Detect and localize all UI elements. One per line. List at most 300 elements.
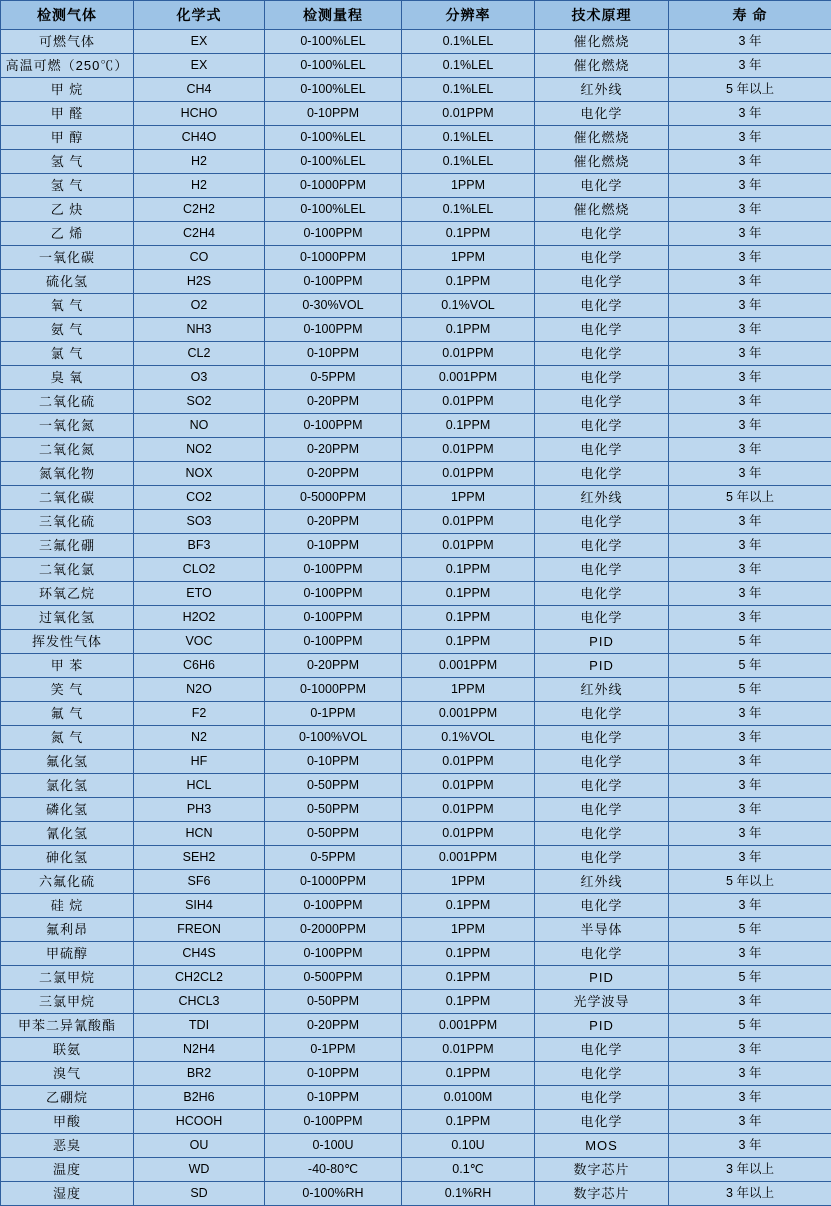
cell-range: 0-1000PPM: [265, 870, 402, 894]
cell-formula: TDI: [134, 1014, 265, 1038]
cell-lifetime: 3 年以上: [669, 1182, 831, 1206]
table-row: [1, 1062, 831, 1086]
cell-resolution: 0.1PPM: [402, 222, 535, 246]
cell-principle: 电化学: [535, 558, 669, 582]
cell-gas: 甲苯二异氰酸酯: [1, 1014, 134, 1038]
cell-range: 0-50PPM: [265, 774, 402, 798]
cell-principle: 催化燃烧: [535, 198, 669, 222]
cell-gas: 甲 醇: [1, 126, 134, 150]
cell-range: 0-100%RH: [265, 1182, 402, 1206]
cell-lifetime: 3 年: [669, 342, 831, 366]
cell-formula: CL2: [134, 342, 265, 366]
cell-gas: 乙 炔: [1, 198, 134, 222]
cell-gas: 二氧化硫: [1, 390, 134, 414]
table-row: [1, 126, 831, 150]
cell-formula: EX: [134, 54, 265, 78]
table-row: [1, 390, 831, 414]
table-row: [1, 150, 831, 174]
cell-lifetime: 5 年以上: [669, 870, 831, 894]
table-row: [1, 1134, 831, 1158]
cell-lifetime: 3 年: [669, 1038, 831, 1062]
cell-gas: 氢 气: [1, 150, 134, 174]
cell-lifetime: 3 年: [669, 102, 831, 126]
cell-range: 0-100PPM: [265, 942, 402, 966]
cell-principle: 催化燃烧: [535, 126, 669, 150]
cell-lifetime: 3 年: [669, 438, 831, 462]
cell-range: 0-100%VOL: [265, 726, 402, 750]
cell-gas: 三氧化硫: [1, 510, 134, 534]
cell-lifetime: 3 年: [669, 366, 831, 390]
table-row: [1, 750, 831, 774]
cell-lifetime: 5 年: [669, 918, 831, 942]
cell-formula: HCOOH: [134, 1110, 265, 1134]
cell-principle: 红外线: [535, 870, 669, 894]
cell-principle: 电化学: [535, 606, 669, 630]
cell-range: 0-100%LEL: [265, 126, 402, 150]
cell-lifetime: 3 年: [669, 126, 831, 150]
cell-gas: 甲酸: [1, 1110, 134, 1134]
cell-gas: 硫化氢: [1, 270, 134, 294]
cell-lifetime: 3 年: [669, 270, 831, 294]
cell-lifetime: 3 年: [669, 798, 831, 822]
cell-lifetime: 3 年: [669, 774, 831, 798]
cell-lifetime: 3 年: [669, 702, 831, 726]
cell-formula: HCHO: [134, 102, 265, 126]
cell-formula: NO2: [134, 438, 265, 462]
cell-principle: PID: [535, 630, 669, 654]
cell-lifetime: 5 年以上: [669, 486, 831, 510]
cell-resolution: 0.1%VOL: [402, 726, 535, 750]
cell-lifetime: 3 年以上: [669, 1158, 831, 1182]
table-row: [1, 558, 831, 582]
cell-lifetime: 3 年: [669, 822, 831, 846]
cell-gas: 氢 气: [1, 174, 134, 198]
table-row: [1, 414, 831, 438]
cell-range: 0-1PPM: [265, 702, 402, 726]
cell-lifetime: 3 年: [669, 1086, 831, 1110]
table-row: [1, 822, 831, 846]
table-row: [1, 30, 831, 54]
cell-resolution: 0.1%LEL: [402, 54, 535, 78]
cell-range: 0-50PPM: [265, 990, 402, 1014]
cell-gas: 笑 气: [1, 678, 134, 702]
cell-gas: 臭 氧: [1, 366, 134, 390]
cell-gas: 硅 烷: [1, 894, 134, 918]
cell-gas: 氟化氢: [1, 750, 134, 774]
cell-lifetime: 3 年: [669, 414, 831, 438]
cell-principle: 电化学: [535, 726, 669, 750]
cell-formula: N2H4: [134, 1038, 265, 1062]
cell-resolution: 0.1%RH: [402, 1182, 535, 1206]
table-row: [1, 918, 831, 942]
table-row: [1, 1158, 831, 1182]
cell-resolution: 0.1PPM: [402, 582, 535, 606]
cell-formula: HCN: [134, 822, 265, 846]
cell-principle: 电化学: [535, 894, 669, 918]
table-row: [1, 366, 831, 390]
table-body: [1, 30, 831, 1206]
cell-formula: C2H2: [134, 198, 265, 222]
cell-lifetime: 3 年: [669, 510, 831, 534]
cell-principle: 电化学: [535, 318, 669, 342]
cell-gas: 六氟化硫: [1, 870, 134, 894]
cell-range: 0-20PPM: [265, 654, 402, 678]
cell-formula: FREON: [134, 918, 265, 942]
cell-gas: 二氧化氮: [1, 438, 134, 462]
cell-range: 0-100%LEL: [265, 198, 402, 222]
cell-principle: 电化学: [535, 750, 669, 774]
cell-resolution: 0.01PPM: [402, 510, 535, 534]
cell-gas: 甲 醛: [1, 102, 134, 126]
cell-range: 0-100U: [265, 1134, 402, 1158]
cell-resolution: 0.001PPM: [402, 702, 535, 726]
cell-gas: 二氧化碳: [1, 486, 134, 510]
cell-range: 0-5PPM: [265, 366, 402, 390]
cell-range: 0-100PPM: [265, 582, 402, 606]
column-header-resolution: 分辨率: [402, 1, 535, 30]
cell-formula: VOC: [134, 630, 265, 654]
cell-formula: BR2: [134, 1062, 265, 1086]
cell-resolution: 0.1%LEL: [402, 78, 535, 102]
cell-formula: H2O2: [134, 606, 265, 630]
table-row: [1, 222, 831, 246]
cell-range: 0-100PPM: [265, 414, 402, 438]
cell-lifetime: 3 年: [669, 174, 831, 198]
cell-principle: 电化学: [535, 342, 669, 366]
table-row: [1, 534, 831, 558]
cell-principle: 电化学: [535, 462, 669, 486]
cell-lifetime: 3 年: [669, 246, 831, 270]
cell-formula: O2: [134, 294, 265, 318]
cell-lifetime: 5 年以上: [669, 78, 831, 102]
cell-range: 0-100PPM: [265, 894, 402, 918]
cell-range: 0-2000PPM: [265, 918, 402, 942]
cell-range: 0-5000PPM: [265, 486, 402, 510]
cell-gas: 一氧化碳: [1, 246, 134, 270]
cell-lifetime: 3 年: [669, 294, 831, 318]
cell-formula: CH4: [134, 78, 265, 102]
table-row: [1, 606, 831, 630]
cell-lifetime: 5 年: [669, 966, 831, 990]
cell-range: 0-100%LEL: [265, 54, 402, 78]
table-row: [1, 774, 831, 798]
cell-range: 0-100PPM: [265, 558, 402, 582]
table-row: [1, 102, 831, 126]
cell-formula: ETO: [134, 582, 265, 606]
cell-principle: 半导体: [535, 918, 669, 942]
cell-resolution: 0.001PPM: [402, 366, 535, 390]
cell-gas: 氧 气: [1, 294, 134, 318]
cell-resolution: 0.1PPM: [402, 414, 535, 438]
cell-formula: H2: [134, 150, 265, 174]
cell-resolution: 0.01PPM: [402, 390, 535, 414]
cell-resolution: 0.10U: [402, 1134, 535, 1158]
cell-formula: CH4O: [134, 126, 265, 150]
column-header-principle: 技术原理: [535, 1, 669, 30]
cell-principle: 电化学: [535, 1038, 669, 1062]
table-row: [1, 1182, 831, 1206]
cell-formula: HCL: [134, 774, 265, 798]
cell-resolution: 0.1%VOL: [402, 294, 535, 318]
table-row: [1, 726, 831, 750]
cell-formula: F2: [134, 702, 265, 726]
cell-gas: 恶臭: [1, 1134, 134, 1158]
cell-gas: 可燃气体: [1, 30, 134, 54]
cell-lifetime: 3 年: [669, 534, 831, 558]
table-row: [1, 246, 831, 270]
cell-range: 0-100PPM: [265, 606, 402, 630]
cell-formula: CH2CL2: [134, 966, 265, 990]
cell-gas: 二氯甲烷: [1, 966, 134, 990]
cell-resolution: 0.01PPM: [402, 534, 535, 558]
cell-principle: 电化学: [535, 246, 669, 270]
cell-range: 0-10PPM: [265, 750, 402, 774]
column-header-formula: 化学式: [134, 1, 265, 30]
cell-range: 0-30%VOL: [265, 294, 402, 318]
cell-principle: 红外线: [535, 678, 669, 702]
cell-principle: 数字芯片: [535, 1158, 669, 1182]
cell-principle: 数字芯片: [535, 1182, 669, 1206]
column-header-lifetime: 寿 命: [669, 1, 831, 30]
cell-resolution: 0.01PPM: [402, 774, 535, 798]
table-row: [1, 1038, 831, 1062]
cell-resolution: 0.01PPM: [402, 102, 535, 126]
cell-lifetime: 3 年: [669, 750, 831, 774]
cell-formula: N2O: [134, 678, 265, 702]
cell-principle: 电化学: [535, 174, 669, 198]
cell-range: 0-20PPM: [265, 438, 402, 462]
cell-principle: 电化学: [535, 222, 669, 246]
cell-principle: 电化学: [535, 942, 669, 966]
cell-formula: B2H6: [134, 1086, 265, 1110]
cell-lifetime: 5 年: [669, 654, 831, 678]
table-row: [1, 198, 831, 222]
table-row: [1, 678, 831, 702]
cell-lifetime: 3 年: [669, 894, 831, 918]
cell-principle: 电化学: [535, 510, 669, 534]
cell-range: 0-100PPM: [265, 630, 402, 654]
cell-lifetime: 3 年: [669, 198, 831, 222]
cell-range: 0-100%LEL: [265, 30, 402, 54]
cell-principle: 电化学: [535, 390, 669, 414]
cell-lifetime: 3 年: [669, 606, 831, 630]
cell-gas: 氨 气: [1, 318, 134, 342]
cell-gas: 一氧化氮: [1, 414, 134, 438]
cell-formula: SD: [134, 1182, 265, 1206]
cell-resolution: 0.001PPM: [402, 1014, 535, 1038]
cell-formula: O3: [134, 366, 265, 390]
cell-principle: 催化燃烧: [535, 54, 669, 78]
cell-principle: 电化学: [535, 774, 669, 798]
cell-formula: CH4S: [134, 942, 265, 966]
table-row: [1, 294, 831, 318]
cell-gas: 氮 气: [1, 726, 134, 750]
cell-lifetime: 3 年: [669, 1062, 831, 1086]
cell-resolution: 0.1%LEL: [402, 30, 535, 54]
cell-formula: EX: [134, 30, 265, 54]
cell-principle: PID: [535, 1014, 669, 1038]
cell-resolution: 0.01PPM: [402, 342, 535, 366]
cell-lifetime: 3 年: [669, 846, 831, 870]
cell-resolution: 0.1%LEL: [402, 150, 535, 174]
cell-gas: 二氧化氯: [1, 558, 134, 582]
cell-resolution: 1PPM: [402, 870, 535, 894]
table-row: [1, 966, 831, 990]
table-row: [1, 1014, 831, 1038]
cell-gas: 环氧乙烷: [1, 582, 134, 606]
table-row: [1, 486, 831, 510]
cell-formula: PH3: [134, 798, 265, 822]
cell-range: 0-100%LEL: [265, 150, 402, 174]
cell-range: 0-50PPM: [265, 822, 402, 846]
cell-resolution: 1PPM: [402, 918, 535, 942]
cell-lifetime: 3 年: [669, 942, 831, 966]
cell-range: 0-1000PPM: [265, 678, 402, 702]
cell-formula: OU: [134, 1134, 265, 1158]
cell-range: 0-10PPM: [265, 1086, 402, 1110]
cell-resolution: 0.0100M: [402, 1086, 535, 1110]
cell-principle: 电化学: [535, 798, 669, 822]
cell-gas: 挥发性气体: [1, 630, 134, 654]
cell-principle: 电化学: [535, 1110, 669, 1134]
cell-resolution: 0.1PPM: [402, 606, 535, 630]
cell-formula: NO: [134, 414, 265, 438]
cell-principle: PID: [535, 966, 669, 990]
cell-resolution: 0.01PPM: [402, 1038, 535, 1062]
cell-range: 0-10PPM: [265, 102, 402, 126]
cell-principle: 电化学: [535, 270, 669, 294]
cell-resolution: 0.01PPM: [402, 462, 535, 486]
cell-gas: 砷化氢: [1, 846, 134, 870]
cell-formula: C2H4: [134, 222, 265, 246]
cell-gas: 三氯甲烷: [1, 990, 134, 1014]
cell-range: 0-100PPM: [265, 1110, 402, 1134]
cell-lifetime: 3 年: [669, 726, 831, 750]
cell-gas: 甲 苯: [1, 654, 134, 678]
cell-resolution: 1PPM: [402, 678, 535, 702]
cell-resolution: 0.01PPM: [402, 438, 535, 462]
cell-principle: PID: [535, 654, 669, 678]
cell-range: 0-5PPM: [265, 846, 402, 870]
cell-formula: H2: [134, 174, 265, 198]
cell-resolution: 0.01PPM: [402, 750, 535, 774]
cell-gas: 溴气: [1, 1062, 134, 1086]
cell-range: 0-100PPM: [265, 222, 402, 246]
table-row: [1, 510, 831, 534]
cell-formula: HF: [134, 750, 265, 774]
cell-gas: 乙 烯: [1, 222, 134, 246]
cell-resolution: 0.1PPM: [402, 894, 535, 918]
table-row: [1, 174, 831, 198]
cell-principle: 电化学: [535, 1062, 669, 1086]
table-row: [1, 846, 831, 870]
cell-resolution: 1PPM: [402, 174, 535, 198]
cell-formula: NH3: [134, 318, 265, 342]
column-header-range: 检测量程: [265, 1, 402, 30]
cell-gas: 氰化氢: [1, 822, 134, 846]
cell-gas: 甲 烷: [1, 78, 134, 102]
cell-formula: BF3: [134, 534, 265, 558]
cell-principle: 红外线: [535, 486, 669, 510]
cell-range: 0-20PPM: [265, 390, 402, 414]
cell-lifetime: 3 年: [669, 318, 831, 342]
cell-formula: CLO2: [134, 558, 265, 582]
cell-resolution: 0.1%LEL: [402, 198, 535, 222]
table-row: [1, 438, 831, 462]
cell-range: 0-1PPM: [265, 1038, 402, 1062]
cell-range: 0-100PPM: [265, 270, 402, 294]
table-row: [1, 54, 831, 78]
cell-resolution: 0.1℃: [402, 1158, 535, 1182]
cell-resolution: 0.01PPM: [402, 798, 535, 822]
cell-range: 0-10PPM: [265, 1062, 402, 1086]
cell-lifetime: 5 年: [669, 678, 831, 702]
cell-lifetime: 5 年: [669, 1014, 831, 1038]
table-row: [1, 894, 831, 918]
cell-range: 0-500PPM: [265, 966, 402, 990]
cell-principle: 催化燃烧: [535, 30, 669, 54]
cell-range: 0-10PPM: [265, 342, 402, 366]
cell-formula: N2: [134, 726, 265, 750]
cell-lifetime: 3 年: [669, 222, 831, 246]
cell-formula: SF6: [134, 870, 265, 894]
table-header-row: [1, 1, 831, 30]
table-row: [1, 630, 831, 654]
cell-lifetime: 3 年: [669, 390, 831, 414]
cell-principle: 电化学: [535, 102, 669, 126]
cell-lifetime: 3 年: [669, 1134, 831, 1158]
cell-gas: 氟 气: [1, 702, 134, 726]
cell-resolution: 0.1PPM: [402, 966, 535, 990]
cell-formula: CO: [134, 246, 265, 270]
table-row: [1, 270, 831, 294]
cell-formula: SO3: [134, 510, 265, 534]
cell-gas: 氟利昂: [1, 918, 134, 942]
cell-range: -40-80℃: [265, 1158, 402, 1182]
cell-gas: 甲硫醇: [1, 942, 134, 966]
cell-range: 0-50PPM: [265, 798, 402, 822]
cell-formula: NOX: [134, 462, 265, 486]
cell-resolution: 0.1PPM: [402, 1062, 535, 1086]
cell-lifetime: 3 年: [669, 150, 831, 174]
cell-principle: MOS: [535, 1134, 669, 1158]
cell-formula: WD: [134, 1158, 265, 1182]
cell-principle: 电化学: [535, 438, 669, 462]
cell-gas: 联氨: [1, 1038, 134, 1062]
cell-resolution: 0.1PPM: [402, 990, 535, 1014]
cell-resolution: 0.1PPM: [402, 942, 535, 966]
cell-formula: C6H6: [134, 654, 265, 678]
cell-lifetime: 3 年: [669, 462, 831, 486]
cell-lifetime: 3 年: [669, 1110, 831, 1134]
cell-range: 0-10PPM: [265, 534, 402, 558]
table-row: [1, 462, 831, 486]
cell-resolution: 0.1%LEL: [402, 126, 535, 150]
table-row: [1, 318, 831, 342]
cell-range: 0-100%LEL: [265, 78, 402, 102]
cell-formula: CO2: [134, 486, 265, 510]
cell-principle: 催化燃烧: [535, 150, 669, 174]
cell-gas: 三氟化硼: [1, 534, 134, 558]
cell-range: 0-20PPM: [265, 1014, 402, 1038]
cell-principle: 光学波导: [535, 990, 669, 1014]
cell-gas: 氯化氢: [1, 774, 134, 798]
cell-lifetime: 3 年: [669, 558, 831, 582]
cell-formula: SEH2: [134, 846, 265, 870]
cell-resolution: 0.1PPM: [402, 318, 535, 342]
table-row: [1, 1110, 831, 1134]
cell-resolution: 0.1PPM: [402, 558, 535, 582]
